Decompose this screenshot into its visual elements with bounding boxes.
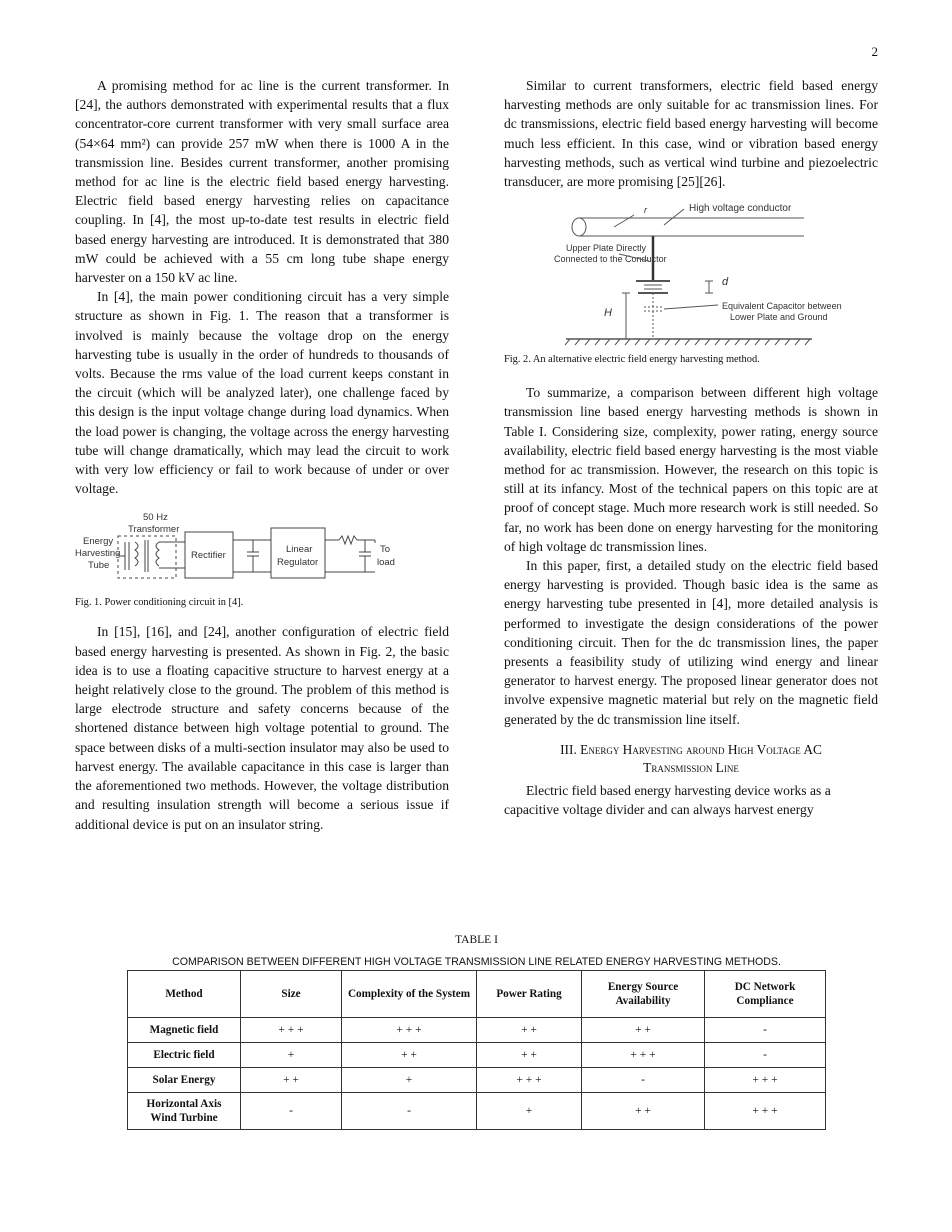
cell-energy-source: + + [582, 1018, 705, 1043]
table-row [128, 1093, 826, 1130]
table-caption: COMPARISON BETWEEN DIFFERENT HIGH VOLTAGE TRANSMISSION LINE RELATED ENERGY HARVESTING METHODS. [172, 956, 781, 968]
fig2-label-upper-2: Connected to the Conductor [554, 254, 667, 265]
right-paragraph-3: In this paper, first, a detailed study on the electric field based energy harvesting is provided. Though basic idea is the same as energy harvesting tube presented in [4], more detailed analysis is performed to investigate the design considerations of the power conditioning circuit. Then for the dc transmission lines, the paper presents a feasibility study of utilizing wind energy and linear generator to harvest energy. The proposed linear generator does not involve expensive magnetic material but rely on the magnetic field generated by the dc transmission line itself. [504, 558, 878, 727]
page-number: 2 [871, 44, 878, 59]
header-dc-compliance: DC Network Compliance [705, 971, 826, 1018]
right-paragraph-4: Electric field based energy harvesting device works as a capacitive voltage divider and can always harvest energy [504, 782, 831, 818]
cell-power-rating: + [477, 1093, 582, 1130]
table-row [128, 1043, 826, 1068]
section-title-line-2: Transmission Line [643, 759, 739, 775]
fig1-label-transformer-1: 50 Hz [143, 512, 168, 524]
row-method: Horizontal Axis Wind Turbine [128, 1093, 241, 1130]
row-method: Magnetic field [128, 1018, 241, 1043]
cell-power-rating: + + [477, 1018, 582, 1043]
right-paragraph-1: Similar to current transformers, electric field based energy harvesting methods are only suitable for ac transmission lines. For dc transmissions, electric field based energy harvesting will become much less efficient. In this case, wind or vibration based energy harvesting methods, such as vertical wind turbine and piezoelectric transducer, are more promising [25][26]. [504, 78, 878, 190]
right-paragraph-2: To summarize, a comparison between different high voltage transmission line based energy harvesting methods is shown in Table I. Considering size, complexity, power rating, energy source availability, electric field based energy harvesting is the most viable method for ac transmission. However, the research on this topic is still at its infancy. Most of the technical papers on this topic are at proof of concept stage. Much more research work is still needed. So far, no work has been done on energy harvesting for the monitoring of high voltage dc transmission lines. [504, 385, 878, 554]
table-row [128, 1068, 826, 1093]
cell-dc-compliance: - [705, 1043, 826, 1068]
left-paragraph-1: A promising method for ac line is the current transformer. In [24], the authors demonstrated with experimental results that a flux concentrator-core current transformer with very small surface area (54×64 mm²) can provide 257 mW when there is 1000 A in the transmission line. Besides current transformer, another promising method for ac line is the electric field based energy harvesting. Electric field based energy harvesting relies on capacitance coupling. In [4], the most up-to-date test results in electric field based energy harvesting are introduced. It is demonstrated that 380 mW could be achieved with a 55 cm long tube shape energy harvester on a 150 kV ac line. [75, 78, 449, 286]
cell-energy-source: - [582, 1068, 705, 1093]
section-heading [504, 741, 878, 777]
header-power-rating: Power Rating [477, 971, 582, 1018]
table-row [128, 1018, 826, 1043]
right-column [504, 76, 878, 819]
fig1-label-load-2: load [377, 557, 395, 569]
cell-size: + + + [241, 1018, 342, 1043]
figure-2-diagram [504, 199, 878, 349]
header-size: Size [241, 971, 342, 1018]
cell-power-rating: + + [477, 1043, 582, 1068]
comparison-table [127, 970, 826, 1130]
fig2-label-conductor: High voltage conductor [689, 203, 792, 215]
left-column [75, 76, 449, 834]
cell-size: - [241, 1093, 342, 1130]
cell-dc-compliance: + + + [705, 1068, 826, 1093]
cell-complexity: + + [342, 1043, 477, 1068]
cell-complexity: + + + [342, 1018, 477, 1043]
fig2-label-eq-2: Lower Plate and Ground [730, 312, 828, 323]
section-number: III. [560, 741, 577, 757]
fig1-label-regulator-2: Regulator [277, 557, 319, 569]
left-paragraph-2: In [4], the main power conditioning circuit has a very simple structure as shown in Fig. 1. The reason that a transformer is involved is mainly because the voltage drop on the energy harvesting tube is usually in the order of hundreds to thousands of volts. Because the rms value of the load current keeps constant in the circuit (which will be analyzed later), one challenge faced by this design is the input voltage change during load dynamics. When the load power is changing, the voltage across the energy harvesting tube will change dramatically, which may lead the circuit to work with very low efficiency or fail to work because of under or over voltage. [75, 289, 449, 497]
fig2-label-d: d [722, 276, 729, 289]
cell-size: + + [241, 1068, 342, 1093]
cell-dc-compliance: + + + [705, 1093, 826, 1130]
table-title: TABLE I [455, 934, 498, 946]
cell-energy-source: + + [582, 1093, 705, 1130]
header-method: Method [128, 971, 241, 1018]
cell-size: + [241, 1043, 342, 1068]
figure-2-caption: Fig. 2. An alternative electric field energy harvesting method. [504, 354, 760, 366]
fig2-label-r: r [644, 205, 647, 216]
header-energy-source: Energy Source Availability [582, 971, 705, 1018]
row-method: Solar Energy [128, 1068, 241, 1093]
left-paragraph-3: In [15], [16], and [24], another configuration of electric field based energy harvesting is presented. As shown in Fig. 2, the basic idea is to use a floating capacitive structure to harvest energy at a height relatively close to the ground. The problem of this method is large electrode structure and safety concerns because of the shortened distance between high voltage potential to ground. The space between disks of a multi-section insulator may also be used to harvest energy. The available capacitance in this case is larger than the aforementioned two methods. However, the voltage distribution and resulting insulation strength will become a serious issue if additional device is put on an insulator string. [75, 624, 449, 832]
cell-power-rating: + + + [477, 1068, 582, 1093]
fig1-label-transformer-2: Transformer [128, 524, 180, 536]
fig2-label-eq-1: Equivalent Capacitor between [722, 301, 842, 312]
section-title-line-1: Energy Harvesting around High Voltage AC [580, 741, 822, 757]
cell-energy-source: + + + [582, 1043, 705, 1068]
cell-complexity: - [342, 1093, 477, 1130]
fig1-label-regulator-1: Linear [286, 544, 313, 556]
fig1-label-load-1: To [380, 544, 391, 556]
fig2-label-upper-1: Upper Plate Directly [566, 243, 647, 254]
fig1-label-tube-3: Tube [88, 560, 110, 572]
table-header-row [128, 971, 826, 1018]
row-method: Electric field [128, 1043, 241, 1068]
cell-dc-compliance: - [705, 1018, 826, 1043]
cell-complexity: + [342, 1068, 477, 1093]
table-1 [127, 934, 826, 1130]
fig2-label-h: H [604, 307, 612, 320]
fig1-label-tube-2: Harvesting [75, 548, 121, 560]
figure-1-caption: Fig. 1. Power conditioning circuit in [4]. [75, 597, 244, 609]
figure-1-circuit [75, 510, 449, 592]
fig1-label-rectifier: Rectifier [191, 550, 226, 562]
header-complexity: Complexity of the System [342, 971, 477, 1018]
fig1-label-tube-1: Energy [83, 536, 114, 548]
